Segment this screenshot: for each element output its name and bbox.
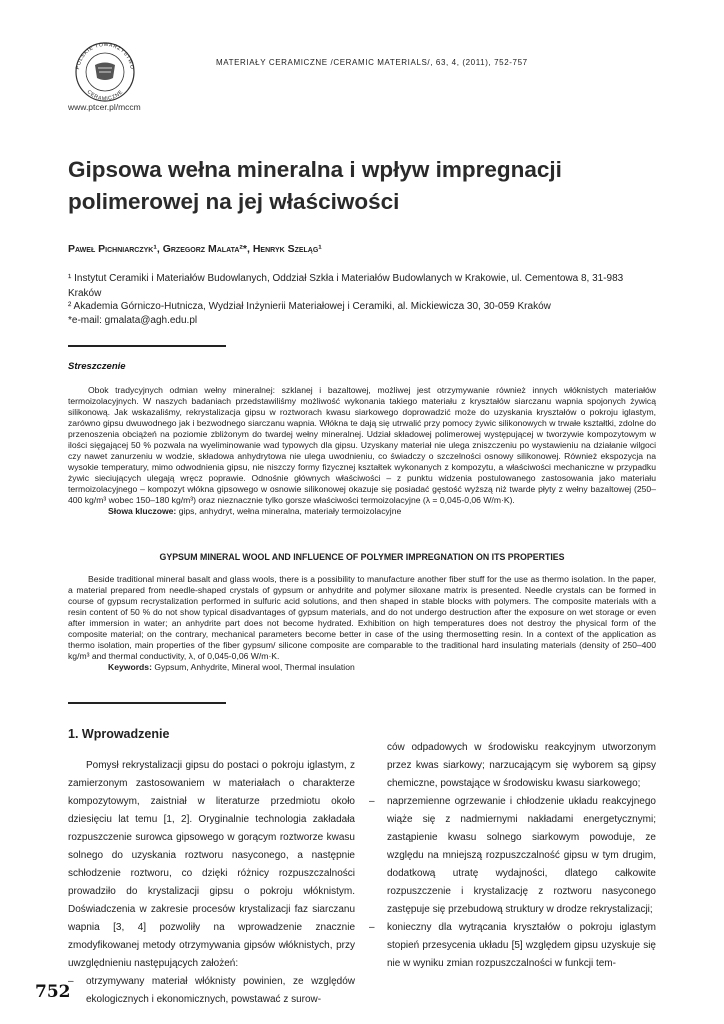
- paper-title: Gipsowa wełna mineralna i wpływ impregnacji polimerowej na jej właściwości: [68, 157, 562, 214]
- abstract-heading: Streszczenie: [68, 361, 126, 372]
- list-item-text: naprzemienne ogrzewanie i chłodzenie układu reakcyjnego wiąże się z nadmiernymi nakładami energetycznymi; zastąpienie kwasu solnego siarkowym powoduje, ze względu na mniejszą rozpuszczalność gipsu w tym drugim, dodatkową utratę wydajności, dlatego całkowite rozpuszczenie i krystalizację z roztworu nasyconego zastępuje się przebudową struktury w drodze rekrystalizacji;: [387, 796, 656, 915]
- body-column-left: [68, 757, 355, 1009]
- keywords-pl: [68, 506, 656, 517]
- society-logo: [57, 38, 153, 102]
- section-heading: 1. Wprowadzenie: [68, 727, 170, 741]
- page-number: 752: [35, 982, 71, 1002]
- list-item-text: otrzymywany materiał włóknisty powinien, ze względów ekologicznych i ekonomicznych, powstawać z surow-: [86, 976, 355, 1005]
- list-item: [68, 973, 355, 1009]
- list-dash: –: [369, 922, 375, 933]
- abstract-en-text: Beside traditional mineral basalt and glass wools, there is a possibility to manufacture another fiber stuff for the use as thermo isolation. In the paper, a material prepared from needle-shaped crystals of gypsum or anhydrite and polymer siloxane matrix is presented. Needle crystals can be formed in course of gypsum recrystalization performed in sulfuric acid solutions, and then shaped in stable blocks with polymers. The composite materials with a resin content of 50 % do not show typical disadvantages of gypsum materials, and do not undergo destruction after the exposure on wet storage or even after immersion in water; an anhydrite part does not become hydrated. Exhibition on high temperatures does not destroy the physical form of the composite material; on the contrary, mechanical parameters become better in case of the using thermosetting resin. In a context of the application as thermo isolation, main properties of the fiber gypsum/ silicone composite are comparable to the traditional hard insulating materials (density of 250–400 kg/m³ and thermal conductivity, λ, of 0,045-0,06 W/m·K.: [68, 574, 656, 661]
- keywords-en: [68, 662, 656, 673]
- paragraph: Pomysł rekrystalizacji gipsu do postaci o pokroju iglastym, z zamierzonym zastosowaniem w materiałach o charakterze kompozytowym, zaistniał w literaturze przedmiotu około dziesięciu lat temu [1, 2]. Oryginalnie technologia zakładała rozpuszczenie surowca gipsowego w gorącym roztworze kwasu solnego do uzyskania roztworu nasyconego, a następnie schłodzenie roztworu, co dzięki różnicy rozpuszczalności prowadziło do krystalizacji gipsu o pokroju włóknistym. Doświadczenia w zakresie procesów krystalizacji faz siarczanu wapnia [3, 4] pozwoliły na wprowadzenie znacznie zmodyfikowanej metody otrzymywania gipsów włóknistych, przy uwzględnieniu następujących założeń:: [68, 760, 355, 969]
- list-dash: –: [68, 976, 74, 987]
- divider: [68, 345, 226, 347]
- keywords-en-label: Keywords:: [108, 662, 152, 672]
- svg-text:POLSKIE TOWARZYSTWO: POLSKIE TOWARZYSTWO: [75, 41, 135, 71]
- affiliation-2: ² Akademia Górniczo-Hutnicza, Wydział Inżynierii Materiałowej i Ceramiki, al. Mickiewicza 30, 30-059 Kraków: [68, 301, 551, 312]
- society-url[interactable]: www.ptcer.pl/mccm: [68, 102, 141, 112]
- author-list: Paweł Pichniarczyk¹, Grzegorz Malata²*, Henryk Szeląg¹: [68, 243, 322, 255]
- abstract-pl: [68, 385, 656, 517]
- keywords-en-text: Gypsum, Anhydrite, Mineral wool, Thermal insulation: [154, 662, 355, 672]
- list-item: [369, 919, 656, 973]
- keywords-pl-text: gips, anhydryt, wełna mineralna, materiały termoizolacyjne: [178, 506, 402, 516]
- list-item-text: konieczny dla wytrącania kryształów o pokroju iglastym stopień przesycenia układu [5] względem gipsu uzyskuje się nie w wyniku zmian rozpuszczalności w funkcji tem-: [387, 922, 656, 969]
- list-dash: –: [369, 796, 375, 807]
- keywords-pl-label: Słowa kluczowe:: [108, 506, 177, 516]
- divider: [68, 702, 226, 704]
- abstract-en: [68, 574, 656, 673]
- continued-list-text: ców odpadowych w środowisku reakcyjnym utworzonym przez kwas siarkowy; narzucającym się wyborem są gipsy chemiczne, powstające w środowisku kwasu siarkowego;: [387, 742, 656, 789]
- body-column-right: [369, 739, 656, 973]
- list-item: [369, 793, 656, 919]
- journal-citation: MATERIAŁY CERAMICZNE /CERAMIC MATERIALS/, 63, 4, (2011), 752-757: [216, 58, 528, 67]
- corresponding-email: *e-mail: gmalata@agh.edu.pl: [68, 315, 198, 326]
- affiliation-1: ¹ Instytut Ceramiki i Materiałów Budowlanych, Oddział Szkła i Materiałów Budowlanych w Krakowie, ul. Cementowa 8, 31-983 Kraków: [68, 273, 624, 299]
- english-title: GYPSUM MINERAL WOOL AND INFLUENCE OF POLYMER IMPREGNATION ON ITS PROPERTIES: [159, 552, 565, 562]
- abstract-pl-text: Obok tradycyjnych odmian wełny mineralnej: szklanej i bazaltowej, możliwej jest otrzymywanie również innych włóknistych materiałów termoizolacyjnych. W naszych badaniach przedstawiliśmy możliwość wykonania takiego materiału z kryształów siarczanu wapnia spojonych żywicą silikonową. Jak wskazaliśmy, rekrystalizacja gipsu w roztworach kwasu siarkowego doprowadzić może do uzyskania kryształów o pokroju iglastym, zarówno gipsu dwuwodnego jak i bezwodnego siarczanu wapnia. Włókna te dają się utrwalić przy pomocy żywic silikonowych w trwałe kształtki, zdolne do przenoszenia obciążeń na poziomie zbliżonym do twardej wełny mineralnej. Udział składowej polimerowej występującej w tworzywie kompozytowym w ilości sięgającej 50 % pozwala na wyeliminowanie wad typowych dla gipsu. Uzyskany materiał nie ulega zniszczeniu po wystawieniu na działanie wilgoci czy nawet zanurzeniu w wodzie, składowa anhydrytowa nie ulega uwodnieniu, co świadczy o szczelności osnowy silikonowej. Również ekspozycja na wysokie temperatury, mimo odwodnienia gipsu, nie niszczy formy fizycznej kształtek wykonanych z kompozytu, a właściwości mechaniczne w przypadku żywic sieciujących ulegają wręcz poprawie. Odnośnie głównych właściwości – z punktu widzenia postulowanego zastosowania jako materiału termoizolacyjnego – kompozyt włókna gipsowego w osnowie silikonowej okazuje się posiadać gęstość wyższą niż twarde płyty z wełny bazaltowej (250–400 kg/m³ wobec 150–180 kg/m³) oraz nieznacznie tylko gorsze właściwości termoizolacyjne (λ = 0,045-0,06 W/m·K).: [68, 385, 656, 505]
- svg-text:CERAMICZNE: CERAMICZNE: [85, 89, 125, 102]
